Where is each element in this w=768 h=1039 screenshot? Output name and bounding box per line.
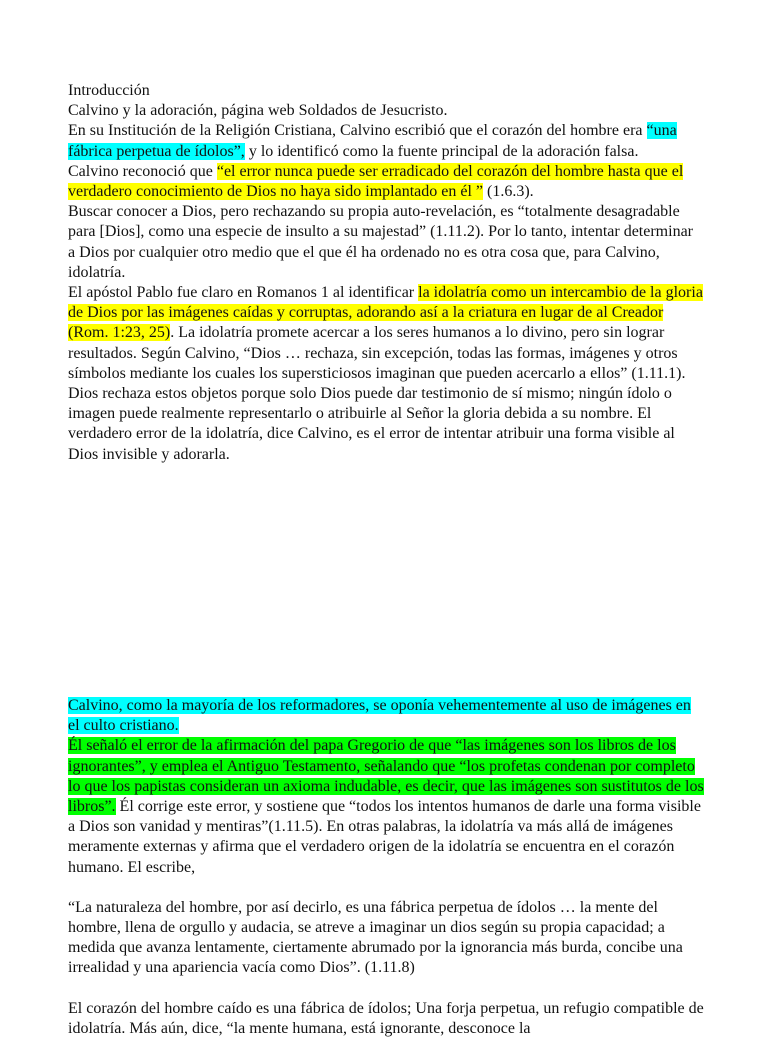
spacer <box>68 979 704 999</box>
paragraph-reformers <box>68 696 704 736</box>
text-segment: y lo identificó como la fuente principal de la adoración falsa. <box>244 142 639 160</box>
spacer <box>68 878 704 898</box>
highlight-cyan: Calvino, como la mayoría de los reformadores, se oponía vehementemente al uso de imágenes en el culto cristiano. <box>68 697 691 735</box>
block-quote: “La naturaleza del hombre, por así decirlo, es una fábrica perpetua de ídolos … la mente del hombre, llena de orgullo y audacia, se atreve a imaginar un dios según su propia capacidad; a medida que avanza lentamente, ciertamente abrumado por la ignorancia más burda, concibe una irrealidad y una apariencia vacía como Dios”. (1.11.8) <box>68 898 683 977</box>
highlight-cyan: “una fábrica perpetua de ídolos”, <box>68 122 677 160</box>
document-body-upper <box>68 81 704 465</box>
text-segment: (1.6.3). <box>482 183 534 201</box>
text-segment: El apóstol Pablo fue claro en Romanos 1 al identificar <box>68 284 419 302</box>
highlight-green: Él señaló el error de la afirmación del papa Gregorio de que “las imágenes son los libros de los ignorantes”, y emplea el Antiguo Testamento, señalando que “los profetas condenan por completo lo que los papistas consideran un axioma indudable, es decir, que las imágenes son sustitutos de los libros”. <box>68 737 704 816</box>
paragraph-fallen-heart: El corazón del hombre caído es una fábrica de ídolos; Una forja perpetua, un refugio compatible de idolatría. Más aún, dice, “la mente humana, está ignorante, desconoce la <box>68 999 704 1037</box>
text-segment: Calvino reconoció que <box>68 162 217 180</box>
intro-title: Introducción <box>68 82 150 99</box>
highlight-yellow: “el error nunca puede ser erradicado del corazón del hombre hasta que el verdadero conocimiento de Dios no haya sido implantado en él ” <box>68 162 684 201</box>
highlight-yellow: la idolatría como un intercambio de la gloria de Dios por las imágenes caídas y corruptas, adorando así a la criatura en lugar de al Creador (Rom. 1:23, 25) <box>68 284 703 342</box>
paragraph-pope-gregory <box>68 736 704 877</box>
paragraph-apostle-paul <box>68 283 704 384</box>
text-segment: Él corrige este error, y sostiene que “todos los intentos humanos de darle una forma visible a Dios son vanidad y mentiras”(1.11.5). En otras palabras, la idolatría va más allá de imágenes meramente externas y afirma que el verdadero origen de la idolatría se encuentra en el corazón humano. El escribe, <box>68 798 701 876</box>
intro-source: Calvino y la adoración, página web Soldados de Jesucristo. <box>68 102 448 120</box>
paragraph-seeking-god: Buscar conocer a Dios, pero rechazando su propia auto-revelación, es “totalmente desagradable para [Dios], como una especie de insulto a su majestad” (1.11.2). Por lo tanto, intentar determinar a Dios por cualquier otro medio que el que él ha ordenado no es otra cosa que, para Calvino, idolatría. <box>68 203 693 281</box>
document-body-lower <box>68 696 704 1039</box>
text-segment: En su Institución de la Religión Cristiana, Calvino escribió que el corazón del hombre era <box>68 122 647 140</box>
text-segment: . La idolatría promete acercar a los seres humanos a lo divino, pero sin lograr resultados. Según Calvino, “Dios … rechaza, sin excepción, todas las formas, imágenes y otros símbolos mediante los cuales los supersticiosos imaginan que pueden acercarlo a ellos” (1.11.1). <box>68 324 686 382</box>
paragraph-calvin-recognized <box>68 162 704 202</box>
paragraph-factory-of-idols <box>68 121 704 161</box>
paragraph-god-rejects: Dios rechaza estos objetos porque solo Dios puede dar testimonio de sí mismo; ningún ídolo o imagen puede realmente representarlo o atribuirle al Señor la gloria debida a su nombre. El verdadero error de la idolatría, dice Calvino, es el error de intentar atribuir una forma visible al Dios invisible y adorarla. <box>68 385 675 463</box>
